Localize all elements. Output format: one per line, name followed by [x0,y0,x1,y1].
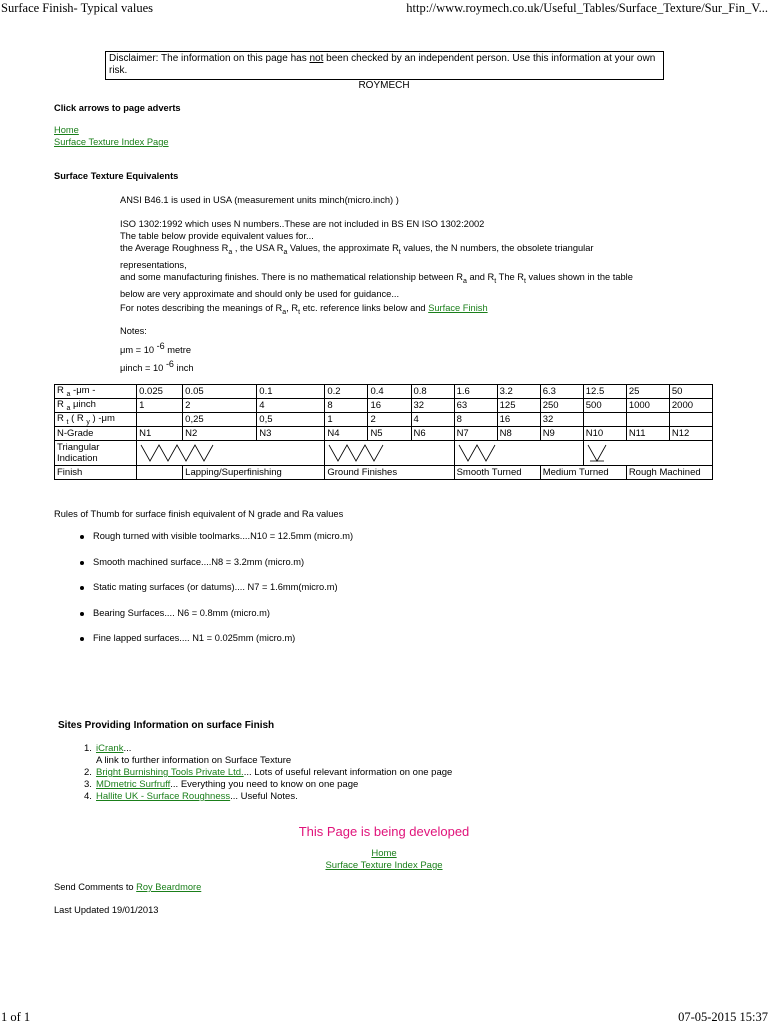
table-row-ra-uinch [55,399,713,413]
table-cell: 8 [454,413,497,427]
notes-label: Notes: [120,326,147,336]
last-updated: Last Updated 19/01/2013 [54,905,159,915]
print-title: Surface Finish- Typical values [1,1,153,15]
print-url: http://www.roymech.co.uk/Useful_Tables/Surface_Texture/Sur_Fin_V... [406,1,768,15]
table-cell: 16 [497,413,540,427]
table-row-rt [55,413,713,427]
roy-beardmore-link[interactable]: Roy Beardmore [136,882,202,892]
table-cell [137,413,183,427]
table-cell: 0.025 [137,385,183,399]
print-footer [0,1010,768,1024]
list-item: 4. Hallite UK - Surface Roughness... Useful Notes. [84,791,298,802]
print-date: 07-05-2015 15:37 [678,1010,768,1024]
table-cell: 16 [368,399,411,413]
icrank-link[interactable]: iCrank [96,743,124,754]
finish-lapping: Lapping/Superfinishing [183,466,325,480]
row-label: R $_t$ ( R $_y$ ) -μm [55,413,137,427]
table-cell: 3.2 [497,385,540,399]
sites-title: Sites Providing Information on surface Finish [58,720,275,731]
table-cell: 2 [183,399,257,413]
table-cell: N5 [368,427,411,441]
table-cell [583,413,626,427]
surface-texture-index-link[interactable]: Surface Texture Index Page [54,137,169,147]
bright-burnishing-link[interactable]: Bright Burnishing Tools Private Ltd. [96,767,244,778]
row-label: R $_a$ μinch [55,399,137,413]
triangle-group-4 [137,441,325,466]
triangle-group-1 [583,441,712,466]
disclaimer-text-1: Disclaimer: The information on this page has [109,53,310,64]
section-title: Surface Texture Equivalents [54,171,179,181]
table-cell: 6.3 [540,385,583,399]
bullet-icon [80,586,84,590]
notes-reference-line: For notes describing the meanings of $R_a$, $R_t$ etc. reference links below and Surface Finish [120,303,488,316]
table-cell: 0.2 [325,385,368,399]
table-cell: 12.5 [583,385,626,399]
table-cell: N11 [626,427,669,441]
finish-rough: Rough Machined [626,466,712,480]
table-cell: 0,25 [183,413,257,427]
table-cell: N3 [257,427,325,441]
footer-index-link[interactable]: Surface Texture Index Page [325,860,443,871]
row-label: Triangular Indication [55,441,137,466]
table-cell: 32 [411,399,454,413]
surface-finish-link[interactable]: Surface Finish [428,303,488,313]
bullet-icon [80,637,84,641]
table-cell: N7 [454,427,497,441]
micrometre-note: μm = 10 $^{-6}$ metre [120,341,191,356]
list-item: 1. iCrank... A link to further information on Surface Texture [84,743,292,766]
finish-smooth: Smooth Turned [454,466,540,480]
finish-ground: Ground Finishes [325,466,454,480]
developing-notice: This Page is being developed [298,824,470,839]
table-cell [626,413,669,427]
table-cell: 25 [626,385,669,399]
disclaimer-box [105,51,664,80]
table-cell: 4 [257,399,325,413]
table-cell: 4 [411,413,454,427]
table-cell: 0.05 [183,385,257,399]
four-triangles-icon [139,443,219,463]
table-cell: N6 [411,427,454,441]
three-triangles-icon [327,443,389,463]
disclaimer-text-2: been checked by an independent person. Use this information at your own risk. [109,53,656,76]
bullet-icon [80,612,84,616]
table-cell: 1000 [626,399,669,413]
ansi-line: ANSI B46.1 is used in USA (measurement units minch(micro.inch) ) [120,194,399,206]
table-cell: N10 [583,427,626,441]
finish-medium: Medium Turned [540,466,626,480]
iso-paragraph: ISO 1302:1992 which uses N numbers..These are not included in BS EN ISO 1302:2002 The table below provide equivalent values for... the Average Roughness $R_a$ , the USA $R_a$ Values, the approximate $R_t$ values, the N numbers, the obsolete triangular representations, and some manufacturing finishes. There is no mathematical relationship between $R_a$ and $R_t$ The $R_t$ values shown in the table below are very approximate and should only be used for guidance... [120,219,633,299]
table-cell: 8 [325,399,368,413]
row-label: N-Grade [55,427,137,441]
disclaimer-not: not [309,53,324,64]
bullet-icon [80,561,84,565]
page-count: 1 of 1 [1,1010,31,1024]
table-cell: 0.4 [368,385,411,399]
table-cell: 0.1 [257,385,325,399]
two-triangles-icon [457,443,501,463]
table-row-ra-um [55,385,713,399]
row-label: R $_a$ -μm - [55,385,137,399]
table-cell [137,466,183,480]
table-cell: 1 [137,399,183,413]
click-arrows-note: Click arrows to page adverts [54,103,181,113]
table-cell [669,413,712,427]
table-cell: N9 [540,427,583,441]
roymech-label: ROYMECH [358,80,410,91]
table-cell: 2000 [669,399,712,413]
table-cell: 50 [669,385,712,399]
table-cell: 2 [368,413,411,427]
print-header [0,0,768,16]
microinch-note: μinch = 10 $^{-6}$ inch [120,359,194,374]
footer-home-link[interactable]: Home [371,848,397,859]
table-cell: 63 [454,399,497,413]
triangle-group-2 [454,441,583,466]
bullet-icon [80,535,84,539]
list-item: 3. MDmetric Surfruff... Everything you need to know on one page [84,779,359,790]
send-comments: Send Comments to Roy Beardmore [54,882,202,892]
table-cell: N8 [497,427,540,441]
sites-list [84,743,452,803]
table-cell: 0,5 [257,413,325,427]
table-cell: N2 [183,427,257,441]
table-cell: 32 [540,413,583,427]
table-row-triangular [55,441,713,466]
list-item: 2. Bright Burnishing Tools Private Ltd.... Lots of useful relevant information on one page [84,767,453,778]
table-cell: 500 [583,399,626,413]
one-triangle-icon [586,443,612,463]
mdmetric-link[interactable]: MDmetric Surfruff [96,779,171,790]
table-cell: 1 [325,413,368,427]
surface-equivalents-table [54,384,713,480]
table-cell: N4 [325,427,368,441]
table-cell: 0.8 [411,385,454,399]
table-row-finish [55,466,713,480]
table-row-n-grade [55,427,713,441]
table-cell: 125 [497,399,540,413]
table-cell: N1 [137,427,183,441]
home-link[interactable]: Home [54,125,79,135]
table-cell: 250 [540,399,583,413]
hallite-link[interactable]: Hallite UK - Surface Roughness [96,791,231,802]
triangle-group-3 [325,441,454,466]
table-cell: 1.6 [454,385,497,399]
row-label: Finish [55,466,137,480]
rules-title: Rules of Thumb for surface finish equivalent of N grade and Ra values [54,509,344,519]
table-cell: N12 [669,427,712,441]
